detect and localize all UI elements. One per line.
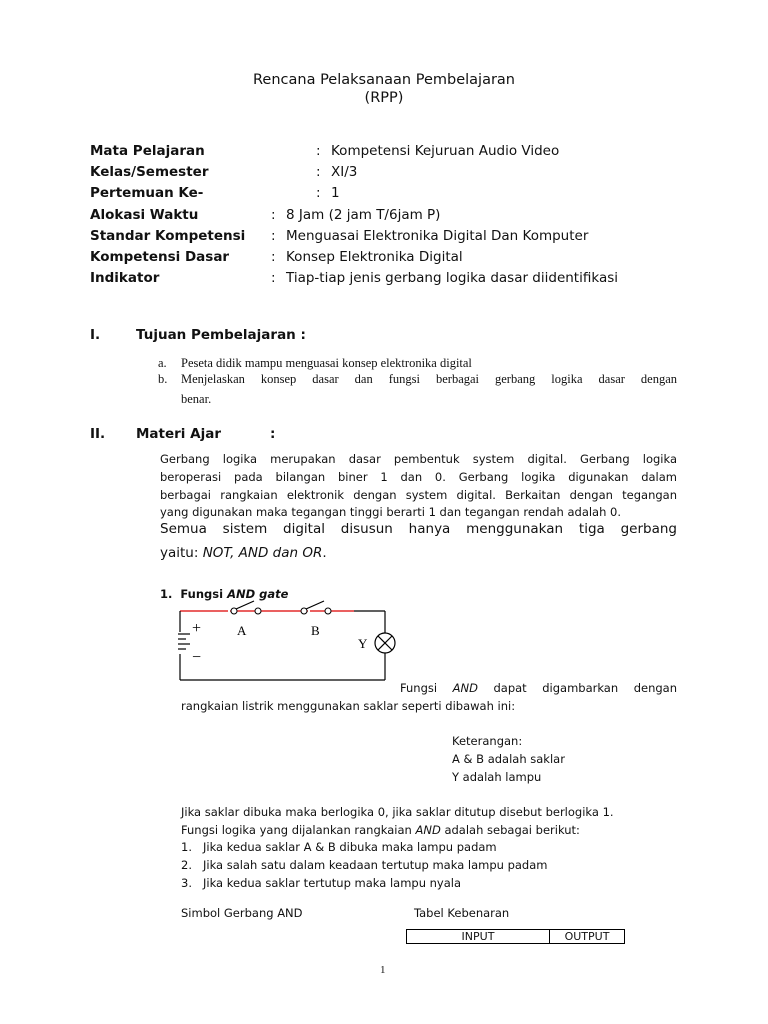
legend-title: Keterangan:: [452, 734, 523, 748]
identity-label: Kelas/Semester: [90, 164, 209, 180]
truth-table-label: Tabel Kebenaran: [414, 906, 510, 920]
symbol-label: Simbol Gerbang AND: [181, 906, 303, 920]
section-heading-colon: :: [270, 426, 276, 442]
identity-separator: :: [271, 207, 276, 223]
truth-table: [406, 929, 625, 944]
section-heading: Tujuan Pembelajaran :: [136, 327, 306, 343]
identity-separator: :: [316, 164, 321, 180]
list-marker: a.: [158, 356, 167, 370]
switch-b-contact: [325, 608, 331, 614]
identity-label: Kompetensi Dasar: [90, 249, 230, 265]
identity-value: Tiap-tiap jenis gerbang logika dasar diidentifikasi: [286, 270, 618, 286]
identity-separator: :: [316, 143, 321, 159]
legend-line: Y adalah lampu: [452, 770, 542, 784]
switch-a-contact: [255, 608, 261, 614]
document-title: Rencana Pelaksanaan Pembelajaran: [253, 72, 515, 88]
battery-minus-label: −: [192, 649, 202, 666]
logic-line: Jika saklar dibuka maka berlogika 0, jika saklar ditutup disebut berlogika 1.: [181, 805, 614, 819]
identity-label: Mata Pelajaran: [90, 143, 205, 159]
section-number: II.: [90, 426, 106, 442]
page-number: 1: [380, 964, 386, 976]
list-item: Jika kedua saklar tertutup maka lampu nyala: [203, 876, 462, 890]
table-header-input: INPUT: [407, 930, 550, 944]
list-item: Menjelaskan konsep dasar dan fungsi berbagai gerbang logika dasar dengan: [181, 372, 677, 386]
identity-separator: :: [316, 185, 321, 201]
paragraph-line: beroperasi pada bilangan biner 1 dan 0. Gerbang logika digunakan dalam: [160, 470, 677, 484]
list-item-continuation: benar.: [181, 392, 212, 406]
section-heading: Materi Ajar: [136, 426, 221, 442]
and-circuit-diagram: [178, 600, 408, 686]
document-subtitle: (RPP): [364, 90, 404, 106]
and-description-line1: Fungsi AND dapat digambarkan dengan: [400, 681, 677, 695]
legend-line: A & B adalah saklar: [452, 752, 565, 766]
switch-a-label: A: [237, 623, 247, 638]
identity-separator: :: [271, 249, 276, 265]
identity-label: Pertemuan Ke-: [90, 185, 204, 201]
list-item: Peseta didik mampu menguasai konsep elektronika digital: [181, 356, 472, 370]
list-item: Jika salah satu dalam keadaan tertutup maka lampu padam: [203, 858, 548, 872]
identity-label: Indikator: [90, 270, 160, 286]
lamp-label: Y: [358, 636, 368, 651]
battery-icon: [178, 634, 190, 649]
subsection-heading: 1. Fungsi AND gate: [160, 587, 289, 601]
switch-b-label: B: [311, 623, 320, 638]
and-description-line2: rangkaian listrik menggunakan saklar seperti dibawah ini:: [181, 699, 516, 713]
paragraph-line: yaitu: NOT, AND dan OR.: [160, 545, 327, 561]
identity-value: Konsep Elektronika Digital: [286, 249, 463, 265]
table-row: [407, 930, 625, 944]
identity-separator: :: [271, 228, 276, 244]
table-header-output: OUTPUT: [550, 930, 625, 944]
identity-value: Menguasai Elektronika Digital Dan Komputer: [286, 228, 589, 244]
identity-value: 1: [331, 185, 340, 201]
paragraph-line: berbagai rangkaian elektronik dengan system digital. Berkaitan dengan tegangan: [160, 488, 677, 502]
battery-plus-label: +: [192, 620, 202, 637]
paragraph-line: Gerbang logika merupakan dasar pembentuk system digital. Gerbang logika: [160, 452, 677, 466]
logic-line: Fungsi logika yang dijalankan rangkaian AND adalah sebagai berikut:: [181, 823, 580, 837]
identity-label: Alokasi Waktu: [90, 207, 199, 223]
section-number: I.: [90, 327, 101, 343]
list-marker: b.: [158, 372, 168, 386]
identity-separator: :: [271, 270, 276, 286]
identity-value: XI/3: [331, 164, 358, 180]
identity-label: Standar Kompetensi: [90, 228, 246, 244]
list-marker: 1.: [181, 840, 192, 854]
paragraph-line: Semua sistem digital disusun hanya menggunakan tiga gerbang: [160, 521, 677, 537]
list-marker: 2.: [181, 858, 192, 872]
identity-value: 8 Jam (2 jam T/6jam P): [286, 207, 441, 223]
list-marker: 3.: [181, 876, 192, 890]
identity-value: Kompetensi Kejuruan Audio Video: [331, 143, 560, 159]
list-item: Jika kedua saklar A & B dibuka maka lampu padam: [203, 840, 497, 854]
paragraph-line: yang digunakan maka tegangan tinggi berarti 1 dan tegangan rendah adalah 0.: [160, 505, 622, 519]
